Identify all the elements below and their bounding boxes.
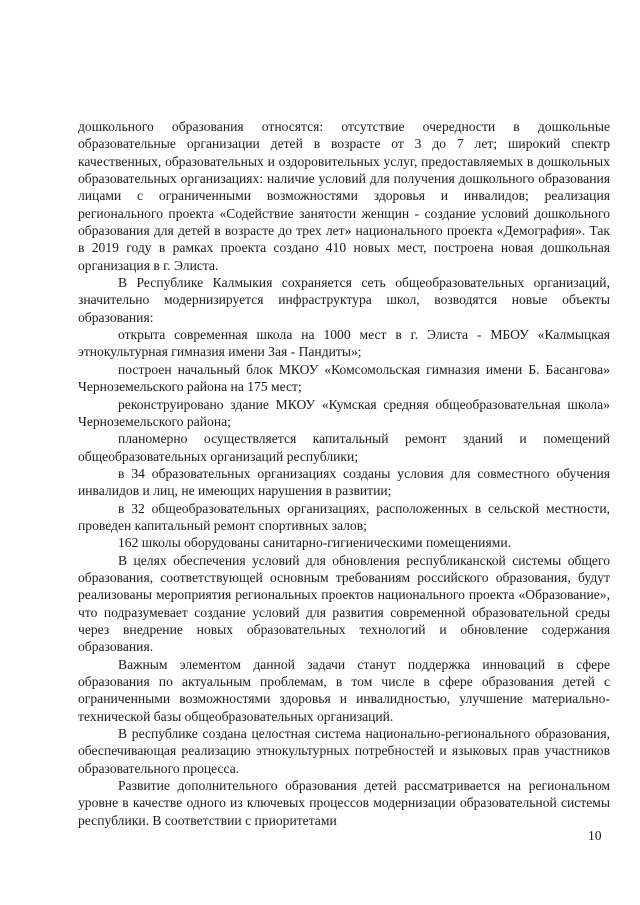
paragraph-school-network: В Республике Калмыкия сохраняется сеть общеобразовательных организаций, значительно модернизируется инфраструктура школ, возводятся новые объекты образования: xyxy=(78,275,610,325)
paragraph-additional-education: Развитие дополнительного образования детей рассматривается на региональном уровне в качестве одного из ключевых процессов модернизации образовательной системы республики. В соответствии с приоритетами xyxy=(78,778,610,828)
document-text xyxy=(78,118,610,829)
list-item-sports-halls: в 32 общеобразовательных организациях, расположенных в сельской местности, проведен капитальный ремонт спортивных залов; xyxy=(78,500,610,533)
paragraph-ethno-regional: В республике создана целостная система национально-регионального образования, обеспечивающая реализацию этнокультурных потребностей и языковых прав участников образовательного процесса. xyxy=(78,726,610,776)
list-item-reconstruction: реконструировано здание МКОУ «Кумская средняя общеобразовательная школа» Черноземельского района; xyxy=(78,396,610,429)
list-item-inclusive-conditions: в 34 образовательных организациях созданы условия для совместного обучения инвалидов и лиц, не имеющих нарушения в развитии; xyxy=(78,465,610,499)
list-item-new-school: открыта современная школа на 1000 мест в г. Элиста - МБОУ «Калмыцкая этнокультурная гимназия имени Зая - Пандиты»; xyxy=(78,327,610,360)
paragraph-preschool-continuation: дошкольного образования относятся: отсутствие очередности в дошкольные образовательные организации детей в возрасте от 3 до 7 лет; широкий спектр качественных, образовательных и оздоровительных услуг, предоставляемых в дошкольных образовательных организациях: наличие условий для получения дошкольного образования лицами с ограниченными возможностями здоровья и инвалидов; реализация регионального проекта «Содействие занятости женщин - создание условий дошкольного образования для детей в возрасте до трех лет» национального проекта «Демография». Так в 2019 году в рамках проекта создано 410 новых мест, построена новая дошкольная организация в г. Элиста. xyxy=(78,119,610,273)
paragraph-national-project: В целях обеспечения условий для обновления республиканской системы общего образования, соответствующей основным требованиям российского образования, будут реализованы мероприятия региональных проектов национального проекта «Образование», что подразумевает создание условий для развития современной образовательной среды через внедрение новых образовательных технологий и обновление содержания образования. xyxy=(78,552,610,655)
list-item-capital-repair: планомерно осуществляется капитальный ремонт зданий и помещений общеобразовательных организаций республики; xyxy=(78,431,610,464)
paragraph-innovation-support: Важным элементом данной задачи станут поддержка инноваций в сфере образования по актуальным проблемам, в том числе в сфере образования детей с ограниченными возможностями здоровья и инвалидностью, улучшение материально-технической базы общеобразовательных организаций. xyxy=(78,656,610,724)
list-item-sanitary-rooms: 162 школы оборудованы санитарно-гигиеническими помещениями. xyxy=(118,535,511,551)
list-item-primary-block: построен начальный блок МКОУ «Комсомольская гимназия имени Б. Басангова» Черноземельского района на 175 мест; xyxy=(78,361,610,395)
page-number: 10 xyxy=(588,828,602,843)
